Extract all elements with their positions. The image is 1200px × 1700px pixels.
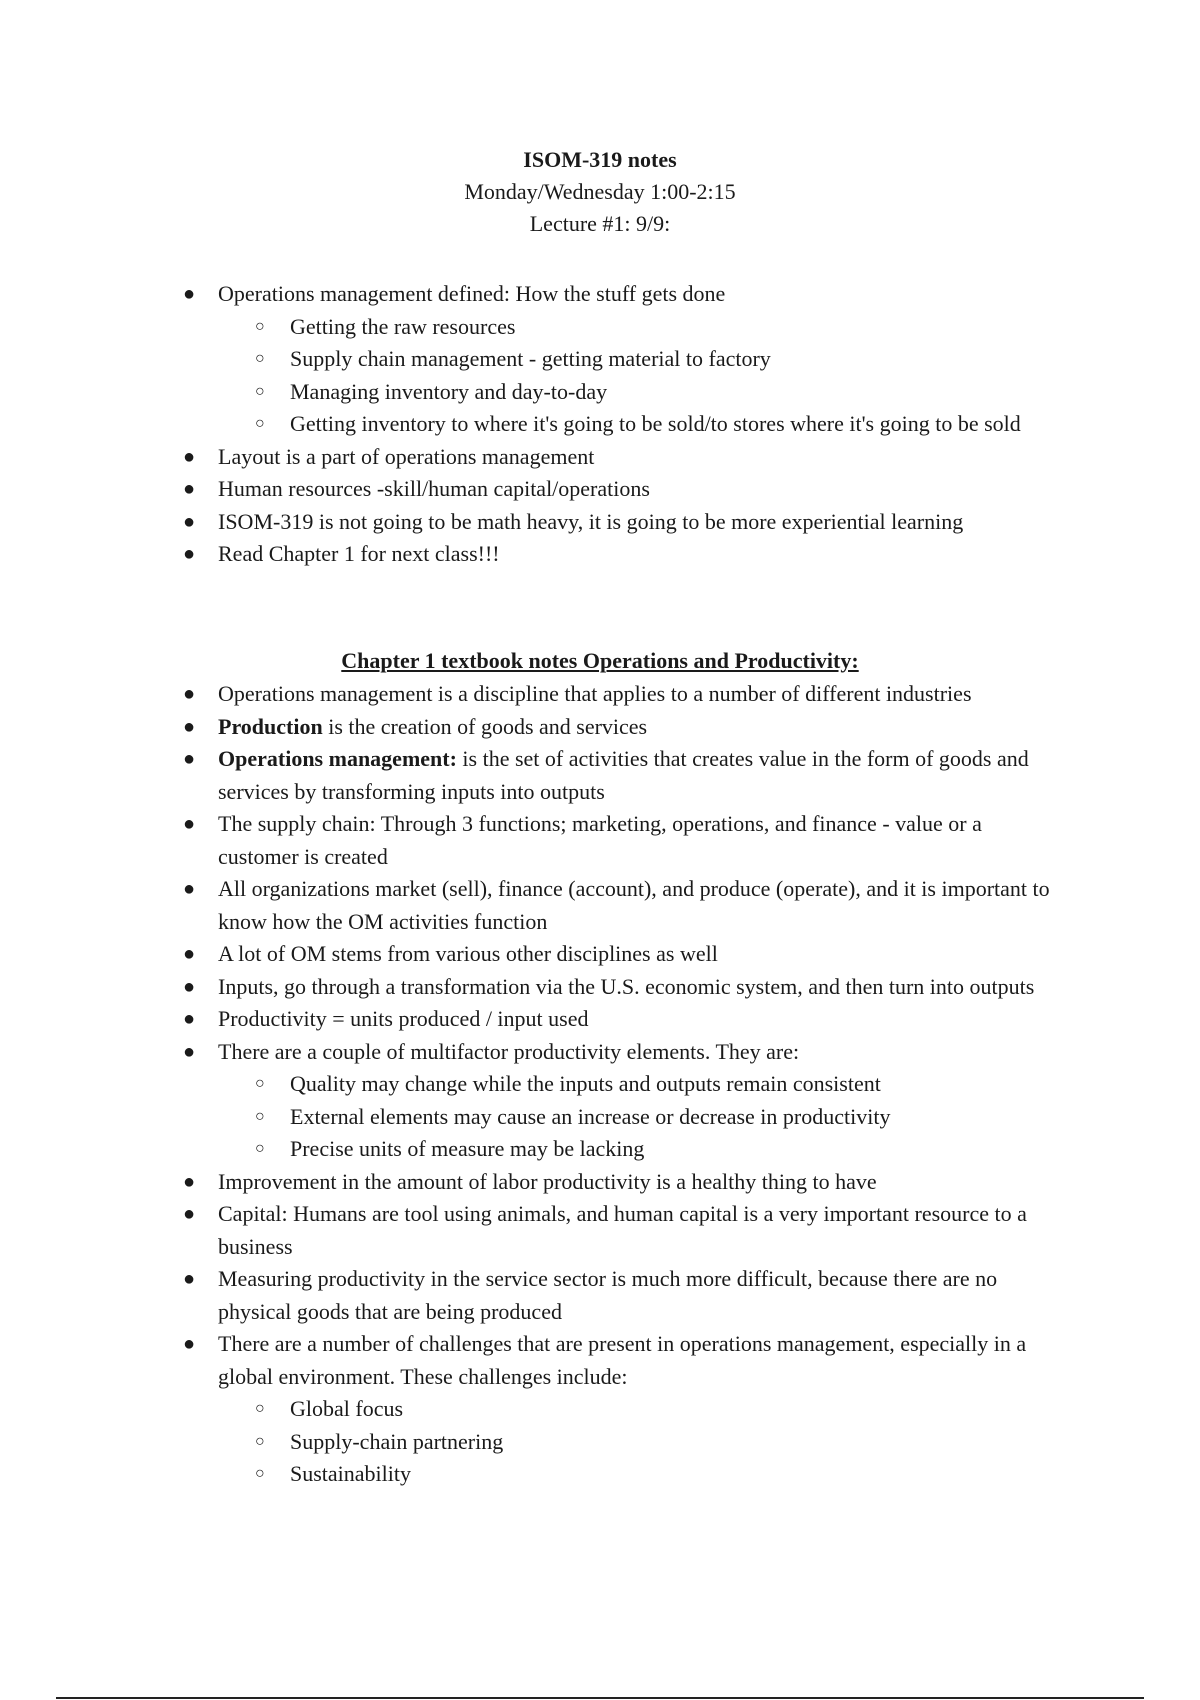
list-item: ● Capital: Humans are tool using animals, and human capital is a very important resource to a business: [0, 1198, 1200, 1263]
sub-list-item: ○ Precise units of measure may be lacking: [218, 1133, 1060, 1166]
list-item: ● Layout is a part of operations management: [0, 441, 1200, 474]
list-item: ● Inputs, go through a transformation via the U.S. economic system, and then turn into outputs: [0, 971, 1200, 1004]
lecture-label: Lecture #1: 9/9:: [529, 211, 671, 236]
lecture-notes-list: [0, 278, 1200, 571]
list-item: ● ISOM-319 is not going to be math heavy, it is going to be more experiential learning: [0, 506, 1200, 539]
circle-bullet-icon: ○: [255, 1140, 265, 1157]
bullet-icon: ●: [183, 975, 196, 998]
class-schedule: Monday/Wednesday 1:00-2:15: [464, 179, 736, 204]
bullet-icon: ●: [183, 1203, 196, 1225]
bullet-icon: ●: [183, 878, 196, 900]
circle-bullet-icon: ○: [255, 1465, 265, 1482]
list-item: ● There are a number of challenges that are present in operations management, especially in a global environment. These challenges include: ○ Global focus ○ Supply-chain partnering ○ Sustainability: [0, 1328, 1200, 1491]
bullet-icon: ●: [183, 813, 196, 835]
bullet-icon: ●: [183, 543, 196, 565]
chapter-notes-list: [0, 678, 1200, 1491]
bullet-icon: ●: [183, 943, 196, 965]
bullet-icon: ●: [183, 478, 196, 500]
list-item: ● Operations management: is the set of activities that creates value in the form of goods and services by transforming inputs into outputs: [0, 743, 1200, 808]
circle-bullet-icon: ○: [255, 382, 265, 400]
circle-bullet-icon: ○: [255, 415, 265, 432]
circle-bullet-icon: ○: [255, 1432, 265, 1450]
term-operations-management: Operations management:: [218, 746, 457, 771]
list-item: ● Human resources -skill/human capital/operations: [0, 473, 1200, 506]
list-item: ● All organizations market (sell), finance (account), and produce (operate), and it is important to know how the OM activities function: [0, 873, 1200, 938]
bullet-icon: ●: [183, 1170, 196, 1193]
sub-list-item: ○ Sustainability: [218, 1458, 1060, 1491]
chapter-heading: Chapter 1 textbook notes Operations and Productivity:: [341, 648, 859, 673]
term-production: Production: [218, 713, 323, 739]
sub-list-item: ○ Managing inventory and day-to-day: [218, 376, 1060, 409]
bullet-icon: ●: [183, 683, 196, 705]
list-item: ● Measuring productivity in the service sector is much more difficult, because there are no physical goods that are being produced: [0, 1263, 1200, 1328]
circle-bullet-icon: ○: [255, 1075, 265, 1092]
list-item: ● Improvement in the amount of labor productivity is a healthy thing to have: [0, 1166, 1200, 1199]
list-item: ● Productivity = units produced / input used: [0, 1003, 1200, 1036]
document-title: ISOM-319 notes: [523, 147, 677, 172]
bullet-icon: ●: [183, 445, 196, 468]
bullet-icon: ●: [183, 1268, 196, 1290]
bullet-icon: ●: [183, 1333, 196, 1355]
list-item: ● The supply chain: Through 3 functions; marketing, operations, and finance - value or a customer is created: [0, 808, 1200, 873]
list-item: ● Production is the creation of goods and services: [0, 711, 1200, 744]
bullet-icon: ●: [183, 1040, 196, 1063]
sub-list-item: ○ Supply-chain partnering: [218, 1426, 1060, 1459]
bullet-icon: ●: [183, 1008, 196, 1030]
circle-bullet-icon: ○: [255, 1107, 265, 1125]
page-bottom-rule: [56, 1697, 1144, 1699]
sub-list-item: ○ Supply chain management - getting material to factory: [218, 343, 1060, 376]
list-item: ● Read Chapter 1 for next class!!!: [0, 538, 1200, 571]
sub-list: [218, 1393, 1060, 1491]
bullet-icon: ●: [183, 510, 196, 533]
sub-list-item: ○ External elements may cause an increase or decrease in productivity: [218, 1101, 1060, 1134]
circle-bullet-icon: ○: [255, 317, 265, 335]
circle-bullet-icon: ○: [255, 350, 265, 367]
sub-list: [218, 311, 1060, 441]
list-item: ● Operations management is a discipline that applies to a number of different industries: [0, 678, 1200, 711]
lecture-notes-section: [0, 278, 1200, 571]
sub-list-item: ○ Getting the raw resources: [218, 311, 1060, 344]
document-header: [0, 144, 1200, 240]
chapter-notes-section: [0, 678, 1200, 1491]
list-item: ● Operations management defined: How the stuff gets done ○ Getting the raw resources ○ Supply chain management - getting material to factory ○ Managing inventory and day-to-day ○ Getting inventory to where it's going to be sold/to stores where it's going to be sold: [0, 278, 1200, 441]
sub-list-item: ○ Global focus: [218, 1393, 1060, 1426]
list-item: ● A lot of OM stems from various other disciplines as well: [0, 938, 1200, 971]
sub-list-item: ○ Quality may change while the inputs and outputs remain consistent: [218, 1068, 1060, 1101]
bullet-icon: ●: [183, 748, 196, 770]
sub-list-item: ○ Getting inventory to where it's going to be sold/to stores where it's going to be sold: [218, 408, 1060, 441]
list-item: ● There are a couple of multifactor productivity elements. They are: ○ Quality may change while the inputs and outputs remain consistent ○ External elements may cause an increase or decrease in productivity ○ Precise units of measure may be lacking: [0, 1036, 1200, 1166]
bullet-icon: ●: [183, 283, 196, 305]
circle-bullet-icon: ○: [255, 1400, 265, 1417]
sub-list: [218, 1068, 1060, 1166]
bullet-icon: ●: [183, 715, 196, 738]
